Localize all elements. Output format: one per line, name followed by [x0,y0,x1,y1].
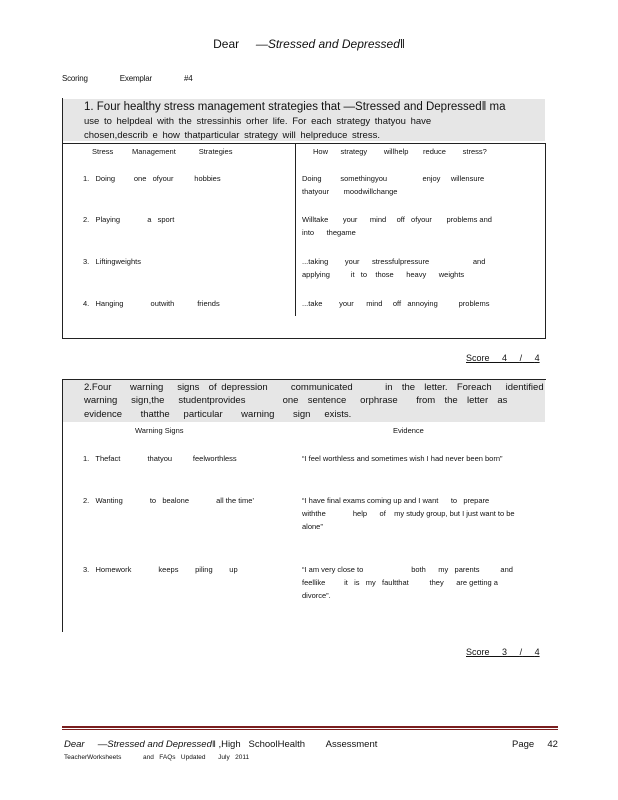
section1-question-line1: 1. Four healthy stress management strategies that ―Stressed and Depressed‖ ma [84,101,506,113]
section2-question-line2: warning sign,the studentprovides one sentence orphrase from the letter as [84,395,508,406]
title-italic: ―Stressed and Depressed‖ [255,37,405,51]
section1-header-divider [63,143,545,144]
section2-col1-header: Warning Signs [135,426,184,435]
section1-row2-strategy: 2. Playing a sport [83,215,175,224]
section2-score [466,647,540,657]
page-label: Page [512,739,535,750]
section1-question-line3: chosen,describ e how thatparticular strategy will helpreduce stress. [84,130,380,141]
section1-row3-how: ...taking your stressfulpressure and applying it to those heavy weights [302,257,488,279]
exemplar-number: #4 [184,74,193,83]
footer-subtitle: ,High SchoolHealth Assessment [218,739,378,750]
section2-row3-evidence: “I am very close to both my parents and feellike it is my faultthat they are getting a divorce”. [302,565,516,600]
score-total: 4 [534,353,540,363]
section1-row2-how: Willtake your mind off ofyour problems and into thegame [302,215,503,237]
footer-title [64,739,377,750]
score-label: Score [466,353,490,363]
section1-right-border [545,143,546,338]
section1-row1-strategy: 1. Doing one ofyour hobbies [83,174,221,183]
score-separator: / [519,647,523,657]
section2-row2-sign: 2. Wanting to bealone all the time’ [83,496,255,505]
score-label: Score [466,647,490,657]
footer-title-italic: ―Stressed and Depressed‖ [97,739,216,750]
section1-col1-header: Stress Management Strategies [92,147,233,156]
section1-row1-how: Doing somethingyou enjoy willensure thatyour moodwillchange [302,174,487,196]
section1-row4-how: ...take your mind off annoying problems [302,299,490,308]
footer-subline: TeacherWorksheets and FAQs Updated July 2011 [64,754,250,761]
section2-question-line3: evidence thatthe particular warning sign exists. [84,409,352,420]
section1-row3-strategy: 3. Liftingweights [83,257,141,266]
section1-question-line2: use to helpdeal with the stressinhis orher life. For each strategy thatyou have [84,116,432,127]
section2-row1-sign: 1. Thefact thatyou feelworthless [83,454,237,463]
section2-question-line1: 2.Four warning signs of depression communicated in the letter. Foreach identified [84,382,544,393]
footer-rule-thick [62,726,558,728]
score-value: 4 [502,353,508,363]
section2-top-border [62,379,546,380]
section2-row1-evidence: “I feel worthless and sometimes wish I had never been born” [302,454,503,463]
footer-dear: Dear [64,739,85,750]
score-separator: / [519,353,523,363]
page-title [0,37,618,51]
score-value: 3 [502,647,508,657]
section2-col2-header: Evidence [393,426,424,435]
section1-col2-header: How strategy willhelp reduce stress? [313,147,487,156]
section1-column-divider [295,143,296,316]
page-number [512,739,558,750]
section2-row3-sign: 3. Homework keeps piling up [83,565,238,574]
section2-row2-evidence: “I have final exams coming up and I want to prepare withthe help of my study group, but I just want to be alone” [302,496,517,531]
scoring-line [62,74,223,83]
scoring-label: Scoring [62,74,88,83]
title-prefix: Dear [213,37,240,51]
page-number-value: 42 [547,739,558,750]
section1-row4-strategy: 4. Hanging outwith friends [83,299,220,308]
exemplar-label: Exemplar [119,74,152,83]
section1-score [466,353,540,363]
footer-rule-thin [62,729,558,730]
score-total: 4 [534,647,540,657]
